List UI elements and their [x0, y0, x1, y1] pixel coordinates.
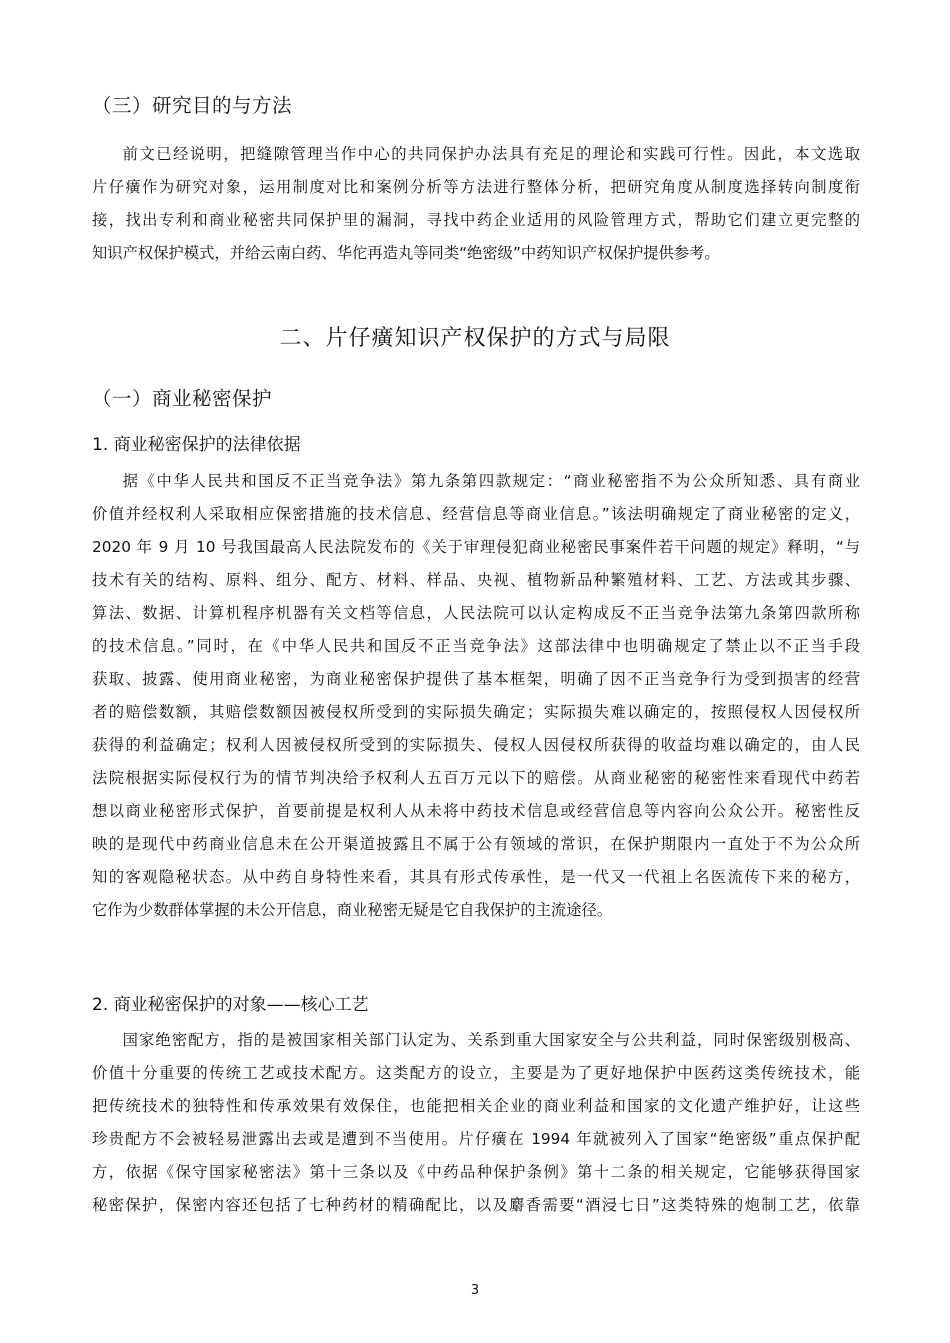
chapter-heading: 二、片仔癀知识产权保护的方式与局限	[279, 326, 671, 351]
page-number: 3	[470, 1283, 480, 1298]
paragraph-line: 法院根据实际侵权行为的情节判决给予权利人五百万元以下的赔偿。从商业秘密的秘密性来看现代中药若	[92, 769, 860, 787]
paragraph-line: 获取、披露、使用商业秘密，为商业秘密保护提供了基本框架，明确了因不正当竞争行为受到损害的经营	[92, 670, 860, 688]
paragraph-line: 它作为少数群体掌握的未公开信息，商业秘密无疑是它自我保护的主流途径。	[92, 901, 613, 919]
paragraph-line: 算法、数据、计算机程序机器有关文档等信息，人民法院可以认定构成反不正当竞争法第九条第四款所称	[92, 604, 860, 622]
section-heading-trade-secret: （一）商业秘密保护	[92, 387, 273, 410]
paragraph-line: 的技术信息。”同时，在《中华人民共和国反不正当竞争法》这部法律中也明确规定了禁止以不正当手段	[92, 637, 860, 655]
paragraph-line: 者的赔偿数额，其赔偿数额因被侵权所受到的实际损失确定；实际损失难以确定的，按照侵权人因侵权所	[92, 703, 860, 721]
paragraph-line: 知识产权保护模式，并给云南白药、华佗再造丸等同类“绝密级”中药知识产权保护提供参考。	[92, 244, 720, 262]
paragraph-line: 国家绝密配方，指的是被国家相关部门认定为、关系到重大国家安全与公共利益，同时保密级别极高、	[122, 1031, 860, 1049]
subsection-heading-core-process: 2. 商业秘密保护的对象——核心工艺	[92, 995, 369, 1015]
paragraph-legal-basis	[92, 465, 860, 927]
paragraph-line: 前文已经说明，把缝隙管理当作中心的共同保护办法具有充足的理论和实践可行性。因此，本文选取	[122, 145, 860, 163]
paragraph-line: 接，找出专利和商业秘密共同保护里的漏洞，寻找中药企业适用的风险管理方式，帮助它们建立更完整的	[92, 211, 860, 229]
paragraph-line: 据《中华人民共和国反不正当竞争法》第九条第四款规定：“商业秘密指不为公众所知悉、具有商业	[122, 472, 860, 490]
paragraph-line: 珍贵配方不会被轻易泄露出去或是遭到不当使用。片仔癀在 1994 年就被列入了国家“绝密级”重点保护配	[92, 1130, 860, 1148]
paragraph-line: 映的是现代中药商业信息未在公开渠道披露且不属于公有领域的常识，在保护期限内一直处于不为公众所	[92, 835, 860, 853]
paragraph-line: 获得的利益确定；权利人因被侵权所受到的实际损失、侵权人因侵权所获得的收益均难以确定的，由人民	[92, 736, 860, 754]
paragraph-line: 知的客观隐秘状态。从中药自身特性来看，其具有形式传承性，是一代又一代祖上名医流传下来的秘方，	[92, 868, 860, 886]
paragraph-research-method	[92, 138, 860, 270]
paragraph-core-process	[92, 1024, 860, 1222]
paragraph-line: 秘密保护，保密内容还包括了七种药材的精确配比，以及麝香需要“酒浸七日”这类特殊的炮制工艺，依靠	[92, 1196, 860, 1214]
subsection-heading-legal-basis: 1. 商业秘密保护的法律依据	[92, 435, 301, 455]
paragraph-line: 2020 年 9 月 10 号我国最高人民法院发布的《关于审理侵犯商业秘密民事案件若干问题的规定》释明，“与	[92, 538, 860, 556]
paragraph-line: 把传统技术的独特性和传承效果有效保住，也能把相关企业的商业利益和国家的文化遗产维护好，让这些	[92, 1097, 860, 1115]
paragraph-line: 价值并经权利人采取相应保密措施的技术信息、经营信息等商业信息。”该法明确规定了商业秘密的定义，	[92, 505, 860, 523]
paragraph-line: 片仔癀作为研究对象，运用制度对比和案例分析等方法进行整体分析，把研究角度从制度选择转向制度衔	[92, 178, 860, 196]
section-heading-research-purpose: （三）研究目的与方法	[92, 94, 293, 117]
paragraph-line: 技术有关的结构、原料、组分、配方、材料、样品、央视、植物新品种繁殖材料、工艺、方法或其步骤、	[92, 571, 860, 589]
paragraph-line: 想以商业秘密形式保护，首要前提是权利人从未将中药技术信息或经营信息等内容向公众公开。秘密性反	[92, 802, 860, 820]
paragraph-line: 方，依据《保守国家秘密法》第十三条以及《中药品种保护条例》第十二条的相关规定，它能够获得国家	[92, 1163, 860, 1181]
paragraph-line: 价值十分重要的传统工艺或技术配方。这类配方的设立，主要是为了更好地保护中医药这类传统技术，能	[92, 1064, 860, 1082]
